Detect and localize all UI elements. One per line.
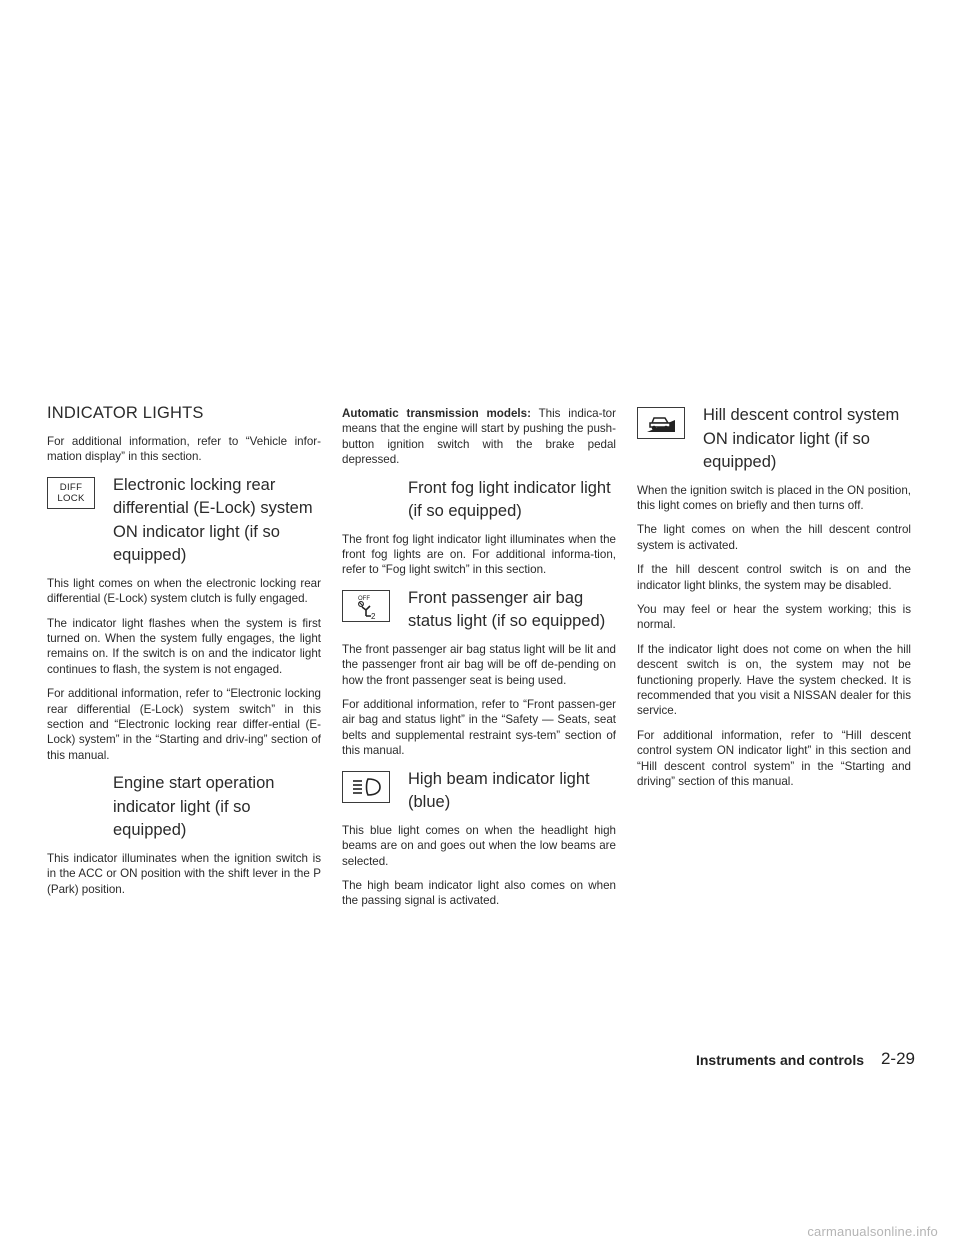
airbag-paragraph-1: The front passenger air bag status light will be lit and the passenger front air bag will be off de-pending on how the front passenger seat is being used. [342, 642, 616, 687]
fog-heading-row [342, 477, 616, 524]
engine-start-icon-space [47, 775, 97, 809]
column-left [47, 403, 321, 906]
watermark: carmanualsonline.info [807, 1224, 938, 1239]
intro-paragraph: For additional information, refer to “Vehicle infor-mation display” in this section. [47, 435, 321, 464]
elock-paragraph-2: The indicator light flashes when the system is first turned on. When the system fully engages, the light remains on. If the switch is on and the indicator light continues to flash, the system is not engaged. [47, 616, 321, 676]
column-middle [342, 406, 616, 918]
hill-descent-paragraph-2: The light comes on when the hill descent control system is activated. [637, 523, 911, 552]
high-beam-icon [342, 771, 390, 803]
elock-heading: Electronic locking rear differential (E-Lock) system ON indicator light (if so equipped) [113, 475, 313, 565]
elock-heading-row [47, 474, 321, 568]
hill-descent-paragraph-3: If the hill descent control switch is on and the indicator light blinks, the system may be disabled. [637, 563, 911, 592]
hill-descent-heading-row [637, 404, 911, 475]
section-title: INDICATOR LIGHTS [47, 404, 204, 422]
engine-start-heading: Engine start operation indicator light (if so equipped) [113, 774, 275, 840]
diff-lock-icon-line1: DIFF [59, 481, 83, 493]
airbag-heading-row [342, 587, 616, 634]
hill-descent-paragraph-6: For additional information, refer to “Hill descent control system ON indicator light” in this section and “Hill descent control system” in the “Starting and driving” section of this manual. [637, 728, 911, 788]
airbag-off-icon [342, 590, 390, 622]
automatic-transmission-text: This indica-tor means that the engine will start by pushing the push-button ignition switch with the brake pedal depressed. [342, 407, 616, 467]
hill-descent-paragraph-4: You may feel or hear the system working; this is normal. [637, 602, 911, 632]
fog-paragraph: The front fog light indicator light illuminates when the front fog lights are on. For additional informa-tion, refer to “Fog light switch” in this section. [342, 532, 616, 577]
airbag-person-icon [346, 592, 386, 620]
engine-start-heading-row [47, 772, 321, 843]
highbeam-heading-row [342, 768, 616, 815]
airbag-paragraph-2: For additional information, refer to “Front passen-ger air bag and status light” in the “Safety — Seats, seat belts and supplemental restraint sys-tem” section of this manual. [342, 698, 616, 758]
column-right [637, 404, 911, 798]
automatic-transmission-lead: Automatic transmission models: [342, 407, 531, 420]
hill-descent-heading: Hill descent control system ON indicator light (if so equipped) [703, 406, 900, 471]
fog-heading: Front fog light indicator light (if so equipped) [408, 478, 611, 521]
airbag-icon-label: OFF [358, 595, 370, 602]
hill-descent-paragraph-5: If the indicator light does not come on when the hill descent switch is on, the system may not be functioning properly. Have the system checked. It is recommended that you visit a NISSAN dealer for this service. [637, 642, 911, 718]
fog-icon-space [342, 480, 392, 514]
hill-descent-icon [637, 407, 685, 439]
engine-start-paragraph: This indicator illuminates when the ignition switch is in the ACC or ON position with the shift lever in the P (Park) position. [47, 851, 321, 896]
diff-lock-icon-line2: LOCK [57, 492, 85, 504]
highbeam-heading: High beam indicator light (blue) [408, 769, 590, 812]
hill-descent-paragraph-1: When the ignition switch is placed in the ON position, this light comes on briefly and then turns off. [637, 483, 911, 512]
highbeam-paragraph-1: This blue light comes on when the headlight high beams are on and goes out when the low beams are selected. [342, 823, 616, 868]
highbeam-paragraph-2: The high beam indicator light also comes on when the passing signal is activated. [342, 878, 616, 908]
footer-section-name: Instruments and controls [695, 1052, 864, 1068]
diff-lock-icon [47, 477, 95, 509]
page-number: 2-29 [880, 1049, 915, 1068]
automatic-transmission-paragraph [342, 406, 616, 468]
elock-paragraph-3: For additional information, refer to “Electronic locking rear differential (E-Lock) system switch” in this section and “Electronic locking rear differ-ential (E-Lock) system” in the “Starting and driv-ing” section of this manual. [47, 687, 321, 762]
elock-paragraph-1: This light comes on when the electronic locking rear differential (E-Lock) system clutch is fully engaged. [47, 576, 321, 606]
airbag-heading: Front passenger air bag status light (if so equipped) [408, 588, 606, 631]
airbag-icon-number: 2 [371, 611, 376, 620]
